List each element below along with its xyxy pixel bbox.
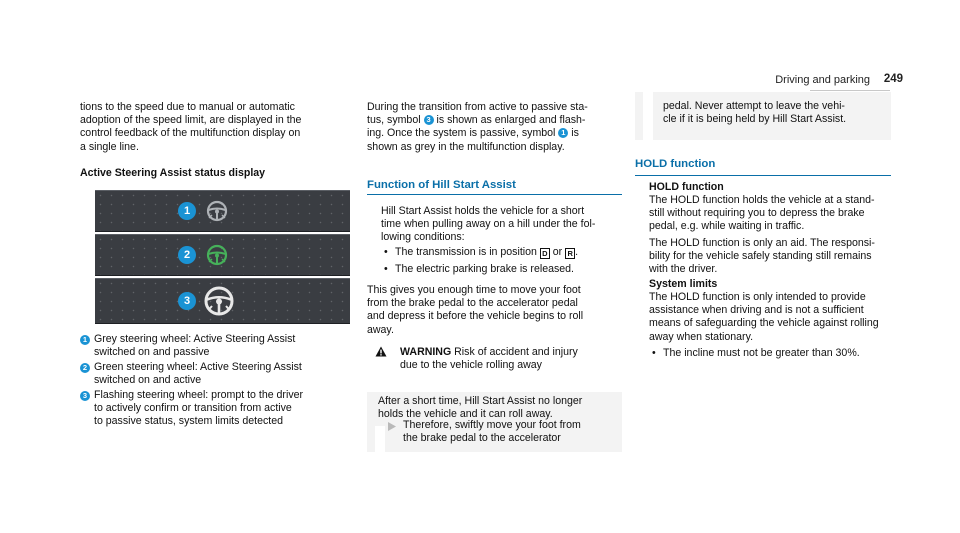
text-line: means of safeguarding the vehicle against rolling	[649, 317, 879, 330]
steering-wheel-grey-icon	[206, 200, 228, 222]
inline-symbol-3: 3	[424, 115, 434, 125]
text-line: with the driver.	[649, 263, 718, 276]
status-display-illustration	[95, 190, 350, 322]
section-rule	[635, 175, 891, 176]
steering-wheel-green-icon	[206, 244, 228, 266]
text-line: assistance when driving and is not a sufficient	[649, 304, 864, 317]
text-line: This gives you enough time to move your foot	[367, 284, 581, 296]
text-line: the brake pedal to the accelerator	[403, 432, 561, 445]
gear-d-symbol: D	[540, 248, 550, 259]
list-item: • The transmission is in position D or R .	[384, 246, 579, 258]
display-strip-2	[95, 234, 350, 276]
gear-r-symbol: R	[565, 248, 575, 259]
text-line: shown as grey in the multifunction display.	[367, 140, 565, 153]
bullet-glyph: •	[652, 347, 656, 359]
system-limits-heading: System limits	[649, 278, 718, 290]
text-line: still without requiring you to depress the brake	[649, 207, 865, 220]
text-line: to actively confirm or transition from active	[94, 402, 292, 415]
hill-start-section-title: Function of Hill Start Assist	[367, 179, 516, 191]
text-line: Flashing steering wheel: prompt to the driver	[94, 389, 304, 401]
bullet-glyph: •	[384, 263, 388, 276]
hold-heading: HOLD function	[649, 181, 724, 193]
intro-paragraph	[80, 101, 355, 154]
text-line: The HOLD function is only intended to provide	[649, 291, 866, 303]
list-item: • The electric parking brake is released.	[384, 263, 575, 276]
text-line: switched on and active	[94, 374, 202, 387]
action-arrow-icon	[388, 422, 396, 431]
callout-3: 3	[178, 292, 196, 310]
transition-paragraph	[367, 101, 622, 154]
hold-aid-paragraph	[649, 237, 889, 277]
text-line: During the transition from active to passive sta-	[367, 101, 588, 113]
legend-item-2	[80, 361, 302, 387]
hill-start-conditions	[381, 246, 621, 276]
display-strip-1	[95, 190, 350, 232]
text-line: away when stationary.	[649, 330, 754, 343]
hold-paragraph	[649, 194, 889, 234]
system-limits-list	[649, 347, 889, 360]
steering-wheel-flashing-icon	[204, 286, 234, 316]
callout-1: 1	[178, 202, 196, 220]
text-line: After a short time, Hill Start Assist no longer	[378, 395, 583, 407]
text-line: holds the vehicle and it can roll away.	[378, 408, 553, 421]
text-line: Hill Start Assist holds the vehicle for a short	[381, 205, 585, 217]
text-line: ing. Once the system is passive, symbol 1 is	[367, 127, 579, 140]
warning-body	[367, 392, 622, 452]
text-line: away.	[367, 323, 394, 336]
text-line: time when pulling away on a hill under the fol-	[381, 218, 596, 231]
legend-item-3	[80, 389, 303, 429]
text-line: Grey steering wheel: Active Steering Assist	[94, 333, 296, 345]
legend-number: 3	[80, 391, 90, 401]
text-line: control feedback of the multifunction display on	[80, 127, 301, 140]
warning-vbar	[643, 92, 653, 140]
bullet-glyph: •	[384, 246, 388, 258]
legend-number: 2	[80, 363, 90, 373]
text-line: bility for the vehicle safely standing still remains	[649, 250, 872, 263]
hill-start-paragraph	[367, 284, 622, 337]
callout-2: 2	[178, 246, 196, 264]
hold-section-title: HOLD function	[635, 158, 716, 170]
text-line: switched on and passive	[94, 346, 210, 359]
text-line: Green steering wheel: Active Steering Assist	[94, 361, 302, 373]
text-line: from the brake pedal to the accelerator pedal	[367, 297, 578, 310]
text-line: Therefore, swiftly move your foot from	[403, 419, 581, 431]
list-item: • The incline must not be greater than 30%.	[652, 347, 860, 359]
text-line: lowing conditions:	[381, 231, 465, 244]
text-line: The HOLD function is only an aid. The responsi-	[649, 237, 875, 249]
page-number: 249	[883, 73, 903, 85]
text-line: cle if it is being held by Hill Start Assist.	[663, 113, 847, 126]
text-line: adoption of the speed limit, are displayed in the	[80, 114, 302, 127]
warning-triangle-icon	[375, 346, 387, 357]
legend-number: 1	[80, 335, 90, 345]
status-display-heading: Active Steering Assist status display	[80, 167, 266, 179]
warning-header	[367, 340, 622, 386]
text-line: a single line.	[80, 140, 139, 153]
text-line: pedal, e.g. while waiting in traffic.	[649, 220, 805, 233]
text-line: The HOLD function holds the vehicle at a stand-	[649, 194, 875, 206]
text-line: WARNING Risk of accident and injury	[400, 346, 578, 358]
header-divider	[810, 90, 890, 91]
legend-item-1	[80, 333, 295, 359]
warning-continuation	[635, 92, 891, 140]
text-line: due to the vehicle rolling away	[400, 359, 542, 372]
text-line: pedal. Never attempt to leave the vehi-	[663, 100, 845, 112]
hill-start-intro	[381, 205, 621, 245]
running-header-title: Driving and parking	[775, 74, 870, 86]
display-strip-3	[95, 278, 350, 324]
warning-label: WARNING	[400, 346, 452, 358]
text-line: to passive status, system limits detected	[94, 415, 283, 428]
warning-vbar	[375, 426, 385, 452]
text-line: tus, symbol 3 is shown as enlarged and flash-	[367, 114, 586, 127]
legend-list	[80, 333, 355, 433]
text-line: and depress it before the vehicle begins to roll	[367, 310, 584, 323]
text-line: tions to the speed due to manual or automatic	[80, 101, 295, 113]
system-limits-paragraph	[649, 291, 889, 344]
inline-symbol-1: 1	[558, 128, 568, 138]
section-rule	[367, 194, 622, 195]
